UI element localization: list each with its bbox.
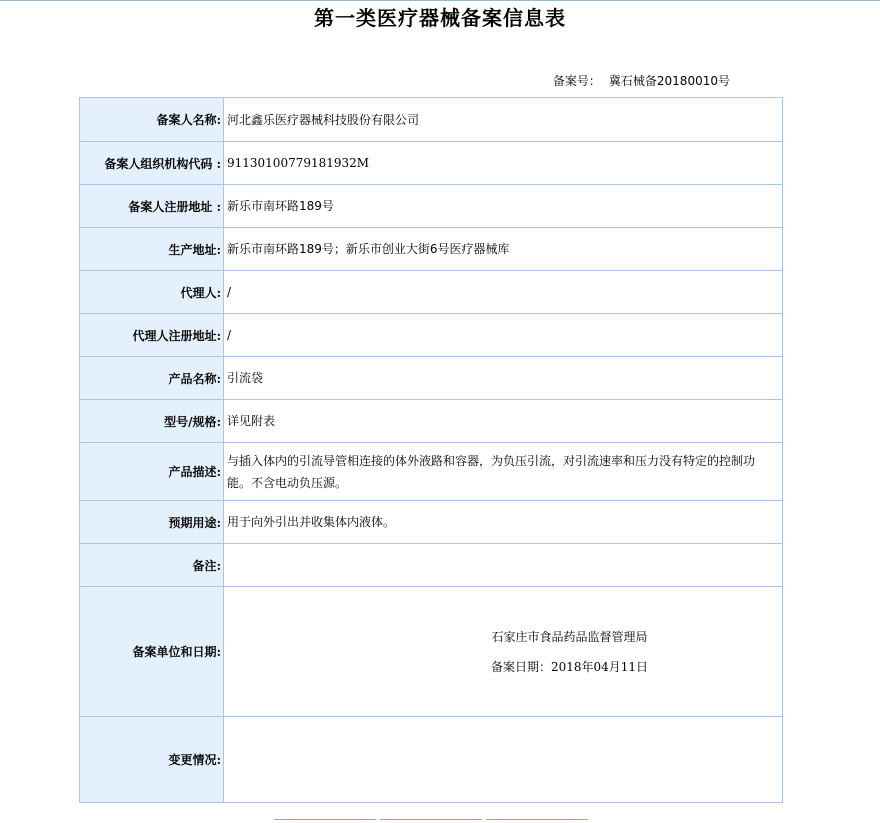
row-label: 产品名称: — [80, 357, 224, 400]
table-row — [80, 271, 783, 314]
row-label: 生产地址: — [80, 228, 224, 271]
row-label: 型号/规格: — [80, 400, 224, 443]
row-label: 代理人: — [80, 271, 224, 314]
intended-use-value: 用于向外引出并收集体内液体。 — [224, 501, 783, 544]
row-label: 产品描述: — [80, 443, 224, 501]
page-title: 第一类医疗器械备案信息表 — [314, 6, 566, 30]
table-row — [80, 357, 783, 400]
table-row — [80, 443, 783, 501]
row-label: 备案单位和日期: — [80, 587, 224, 717]
row-label: 备注: — [80, 544, 224, 587]
changes-value — [224, 717, 783, 803]
record-number-label: 备案号： — [552, 74, 601, 88]
table-row — [80, 185, 783, 228]
table-row — [80, 314, 783, 357]
record-number — [553, 73, 730, 89]
table-row — [80, 98, 783, 142]
row-label: 备案人注册地址 : — [80, 185, 224, 228]
record-number-value: 冀石械备20180010号 — [608, 74, 730, 88]
registrant-name-value: 河北鑫乐医疗器械科技股份有限公司 — [224, 98, 783, 142]
pager-button[interactable] — [486, 819, 588, 823]
row-label: 变更情况: — [80, 717, 224, 803]
row-label: 代理人注册地址: — [80, 314, 224, 357]
table-row — [80, 501, 783, 544]
table-row — [80, 142, 783, 185]
filing-unit-cell — [224, 587, 783, 717]
table-row — [80, 717, 783, 803]
agent-address-value: / — [224, 314, 783, 357]
row-label: 备案人组织机构代码 : — [80, 142, 224, 185]
production-address-value: 新乐市南环路189号；新乐市创业大街6号医疗器械库 — [224, 228, 783, 271]
row-label: 预期用途: — [80, 501, 224, 544]
table-row — [80, 400, 783, 443]
filing-date: 备案日期：2018年04月11日 — [490, 659, 649, 674]
model-spec-value: 详见附表 — [224, 400, 783, 443]
filing-office: 石家庄市食品药品监督管理局 — [491, 629, 648, 644]
pager-button[interactable] — [274, 819, 376, 823]
table-row — [80, 228, 783, 271]
organization-code-value: 91130100779181932M — [224, 142, 783, 185]
product-description-value: 与插入体内的引流导管相连接的体外液路和容器，为负压引流，对引流速率和压力没有特定的控制功能。不含电动负压源。 — [224, 443, 783, 501]
remarks-value — [224, 544, 783, 587]
pager-button[interactable] — [380, 819, 482, 823]
top-divider — [0, 0, 880, 1]
filing-info-table — [79, 97, 783, 803]
table-row — [80, 544, 783, 587]
table-row — [80, 587, 783, 717]
registered-address-value: 新乐市南环路189号 — [224, 185, 783, 228]
agent-value: / — [224, 271, 783, 314]
product-name-value: 引流袋 — [224, 357, 783, 400]
row-label: 备案人名称: — [80, 98, 224, 142]
